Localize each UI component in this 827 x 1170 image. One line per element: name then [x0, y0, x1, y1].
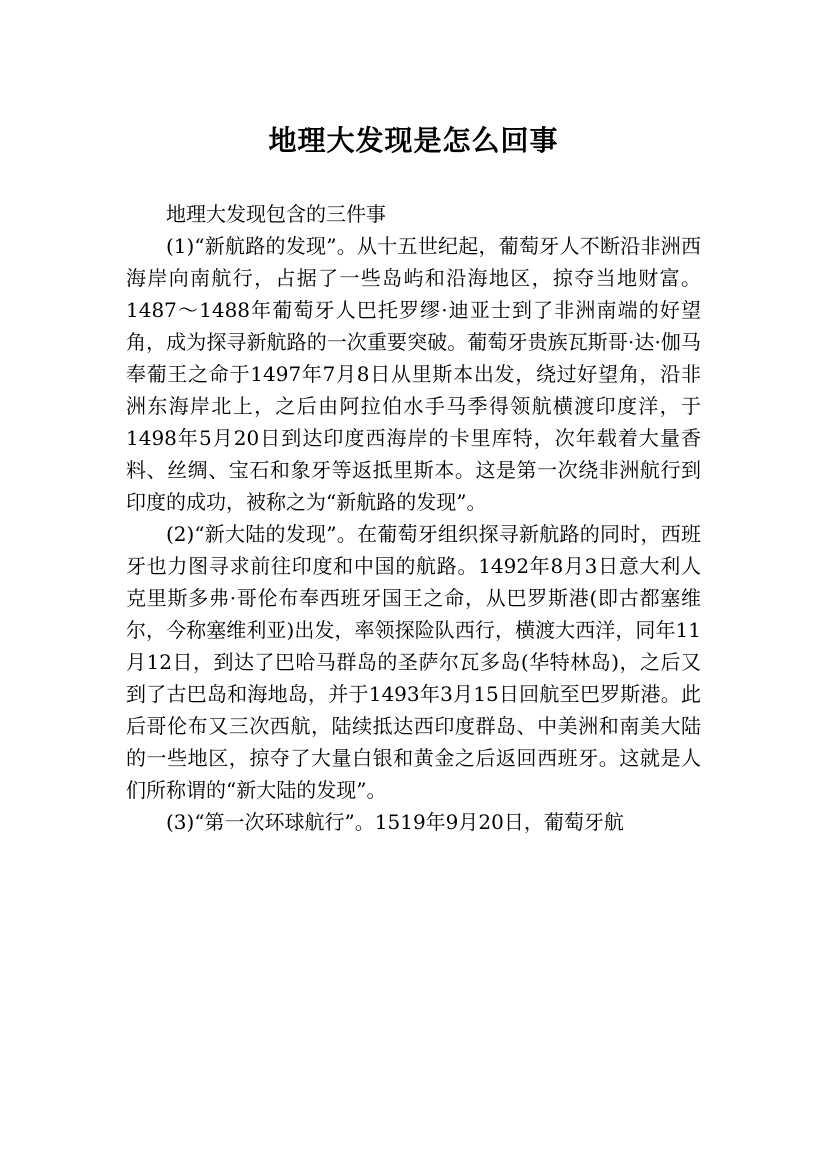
- subheading: 地理大发现包含的三件事: [166, 202, 386, 226]
- document-body: [126, 198, 701, 838]
- paragraph-circumnavigation: (3)“第一次环球航行”。1519年9月20日，葡萄牙航: [166, 810, 624, 834]
- paragraph-new-continent: (2)“新大陆的发现”。在葡萄牙组织探寻新航路的同时，西班牙也力图寻求前往印度和中国的航路。1492年8月3日意大利人克里斯多弗·哥伦布奉西班牙国王之命，从巴罗斯港(即古都塞维尔，今称塞维利亚)出发，率领探险队西行，横渡大西洋，同年11月12日，到达了巴哈马群岛的圣萨尔瓦多岛(华特林岛)，之后又到了古巴岛和海地岛，并于1493年3月15日回航至巴罗斯港。此后哥伦布又三次西航，陆续抵达西印度群岛、中美洲和南美大陆的一些地区，掠夺了大量白银和黄金之后返回西班牙。这就是人们所称谓的“新大陆的发现”。: [126, 522, 701, 802]
- document-title: 地理大发现是怎么回事: [268, 123, 559, 157]
- paragraph-new-sea-route: (1)“新航路的发现”。从十五世纪起，葡萄牙人不断沿非洲西海岸向南航行，占据了一些岛屿和沿海地区，掠夺当地财富。1487～1488年葡萄牙人巴托罗缪·迪亚士到了非洲南端的好望角，成为探寻新航路的一次重要突破。葡萄牙贵族瓦斯哥·达·伽马奉葡王之命于1497年7月8日从里斯本出发，绕过好望角，沿非洲东海岸北上，之后由阿拉伯水手马季得领航横渡印度洋，于1498年5月20日到达印度西海岸的卡里库特，次年载着大量香料、丝绸、宝石和象牙等返抵里斯本。这是第一次绕非洲航行到印度的成功，被称之为“新航路的发现”。: [126, 234, 701, 514]
